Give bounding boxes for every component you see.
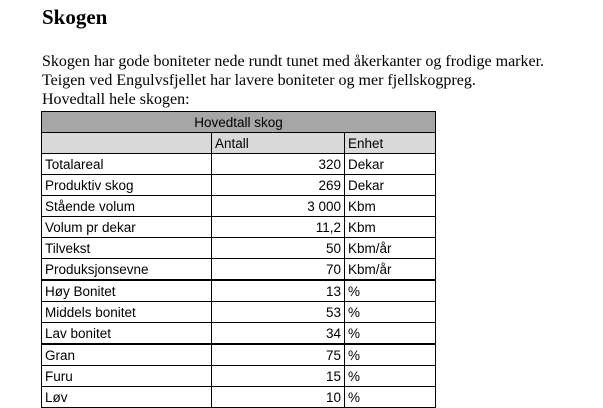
row-unit: % (345, 323, 436, 345)
row-value: 3 000 (212, 196, 345, 217)
row-value: 75 (212, 344, 345, 366)
column-header-label (42, 133, 212, 154)
table-row (42, 217, 436, 238)
row-unit: Kbm (345, 217, 436, 238)
row-value: 11,2 (212, 217, 345, 238)
column-header-antall: Antall (212, 133, 345, 154)
row-unit: Dekar (345, 154, 436, 175)
row-label: Furu (42, 366, 212, 387)
row-value: 13 (212, 280, 345, 302)
row-label: Volum pr dekar (42, 217, 212, 238)
page-heading: Skogen (42, 5, 108, 29)
row-value: 269 (212, 175, 345, 196)
row-unit: Dekar (345, 175, 436, 196)
intro-line-2: Teigen ved Engulvsfjellet har lavere boniteter og mer fjellskogpreg. (42, 72, 476, 89)
row-label: Produksjonsevne (42, 259, 212, 281)
row-value: 10 (212, 387, 345, 408)
table-row (42, 366, 436, 387)
table-title: Hovedtall skog (42, 112, 436, 133)
row-unit: Kbm/år (345, 259, 436, 281)
row-unit: % (345, 280, 436, 302)
main-figures-table (41, 111, 436, 408)
row-value: 70 (212, 259, 345, 281)
row-unit: % (345, 344, 436, 366)
column-header-enhet: Enhet (345, 133, 436, 154)
row-value: 50 (212, 238, 345, 259)
table-row (42, 323, 436, 345)
row-label: Middels bonitet (42, 302, 212, 323)
table-row (42, 302, 436, 323)
row-label: Stående volum (42, 196, 212, 217)
row-label: Tilvekst (42, 238, 212, 259)
row-label: Lav bonitet (42, 323, 212, 345)
table-row (42, 259, 436, 281)
table-row (42, 196, 436, 217)
row-label: Gran (42, 344, 212, 366)
row-value: 320 (212, 154, 345, 175)
row-value: 53 (212, 302, 345, 323)
intro-paragraph (42, 52, 602, 109)
row-value: 15 (212, 366, 345, 387)
row-label: Løv (42, 387, 212, 408)
row-label: Produktiv skog (42, 175, 212, 196)
intro-line-3: Hovedtall hele skogen: (42, 91, 190, 108)
table-header-row (42, 133, 436, 154)
row-value: 34 (212, 323, 345, 345)
table-row (42, 175, 436, 196)
table-row (42, 238, 436, 259)
table-row (42, 344, 436, 366)
row-unit: Kbm (345, 196, 436, 217)
table-row (42, 387, 436, 408)
row-unit: % (345, 366, 436, 387)
row-label: Totalareal (42, 154, 212, 175)
row-label: Høy Bonitet (42, 280, 212, 302)
row-unit: % (345, 302, 436, 323)
table-row (42, 154, 436, 175)
table-title-row (42, 112, 436, 133)
row-unit: % (345, 387, 436, 408)
row-unit: Kbm/år (345, 238, 436, 259)
intro-line-1: Skogen har gode boniteter nede rundt tunet med åkerkanter og frodige marker. (42, 53, 545, 70)
table-row (42, 280, 436, 302)
